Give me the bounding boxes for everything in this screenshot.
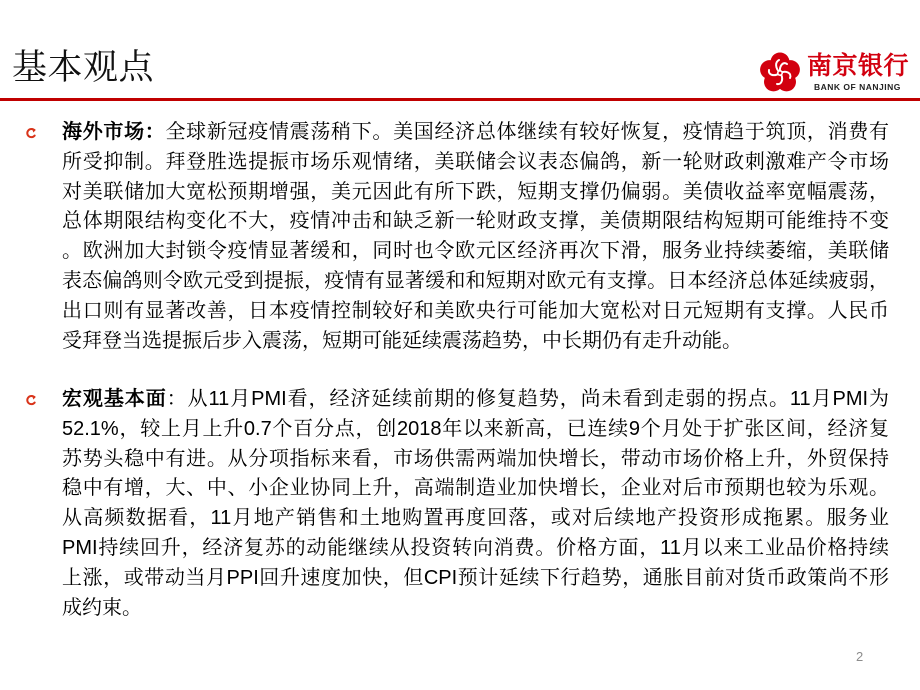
paragraph-line: 出口则有显著改善，日本疫情控制较好和美欧央行可能加大宽松对日元短期有支撑。人民币 <box>62 299 889 322</box>
paragraph-line: 苏势头稳中有进。从分项指标来看，市场供需两端加快增长，带动市场价格上升，外贸保持 <box>62 447 889 470</box>
paragraph-line: 稳中有增，大、中、小企业协同上升，高端制造业加快增长，企业对后市预期也较为乐观。 <box>62 477 889 500</box>
paragraph-line: 受拜登当选提振后步入震荡，短期可能延续震荡趋势，中长期仍有走升动能。 <box>62 329 742 352</box>
macro-fundamentals-section <box>62 385 889 623</box>
overseas-market-section <box>62 118 889 356</box>
red-swirl-bullet-icon <box>25 394 37 406</box>
paragraph-line: 对美联储加大宽松预期增强，美元因此有所下跌，短期支撑仍偏弱。美债收益率宽幅震荡， <box>62 180 889 203</box>
paragraph-line: 成约束。 <box>62 596 142 619</box>
bank-logo <box>758 50 914 96</box>
section-label: 海外市场： <box>62 121 166 143</box>
logo-name-english: BANK OF NANJING <box>814 82 901 92</box>
section-label: 宏观基本面 <box>62 388 167 410</box>
title-divider <box>0 98 920 101</box>
paragraph-line: 所受抑制。拜登胜选提振市场乐观情绪，美联储会议表态偏鸽，新一轮财政刺激难产令市场 <box>62 150 889 173</box>
paragraph-line: 。欧洲加大封锁令疫情显著缓和，同时也令欧元区经济再次下滑，服务业持续萎缩，美联储 <box>62 240 889 263</box>
line-text: ：从11月PMI看，经济延续前期的修复趋势，尚未看到走弱的拐点。11月PMI为 <box>166 388 890 410</box>
paragraph-line: 从高频数据看，11月地产销售和土地购置再度回落，或对后续地产投资形成拖累。服务业 <box>62 507 889 530</box>
paragraph-line: 总体期限结构变化不大，疫情冲击和缺乏新一轮财政支撑，美债期限结构短期可能维持不变 <box>62 210 889 233</box>
paragraph-line: PMI持续回升，经济复苏的动能继续从投资转向消费。价格方面，11月以来工业品价格持续 <box>62 536 889 559</box>
page-number: 2 <box>856 649 864 664</box>
paragraph-line <box>62 385 889 415</box>
paragraph-line: 表态偏鸽则令欧元受到提振，疫情有显著缓和和短期对欧元有支撑。日本经济总体延续疲弱， <box>62 269 889 292</box>
slide-title: 基本观点 <box>12 48 155 87</box>
bank-of-nanjing-emblem-icon <box>758 51 802 95</box>
paragraph-line <box>62 118 889 148</box>
paragraph-line: 上涨，或带动当月PPI回升速度加快，但CPI预计延续下行趋势，通胀目前对货币政策尚不形 <box>62 566 889 589</box>
red-swirl-bullet-icon <box>25 127 37 139</box>
line-text: 全球新冠疫情震荡稍下。美国经济总体继续有较好恢复，疫情趋于筑顶，消费有 <box>165 121 890 143</box>
paragraph-line: 52.1%，较上月上升0.7个百分点，创2018年以来新高，已连续9个月处于扩张区间，经济复 <box>62 417 889 440</box>
logo-name-chinese: 南京银行 <box>807 52 910 80</box>
